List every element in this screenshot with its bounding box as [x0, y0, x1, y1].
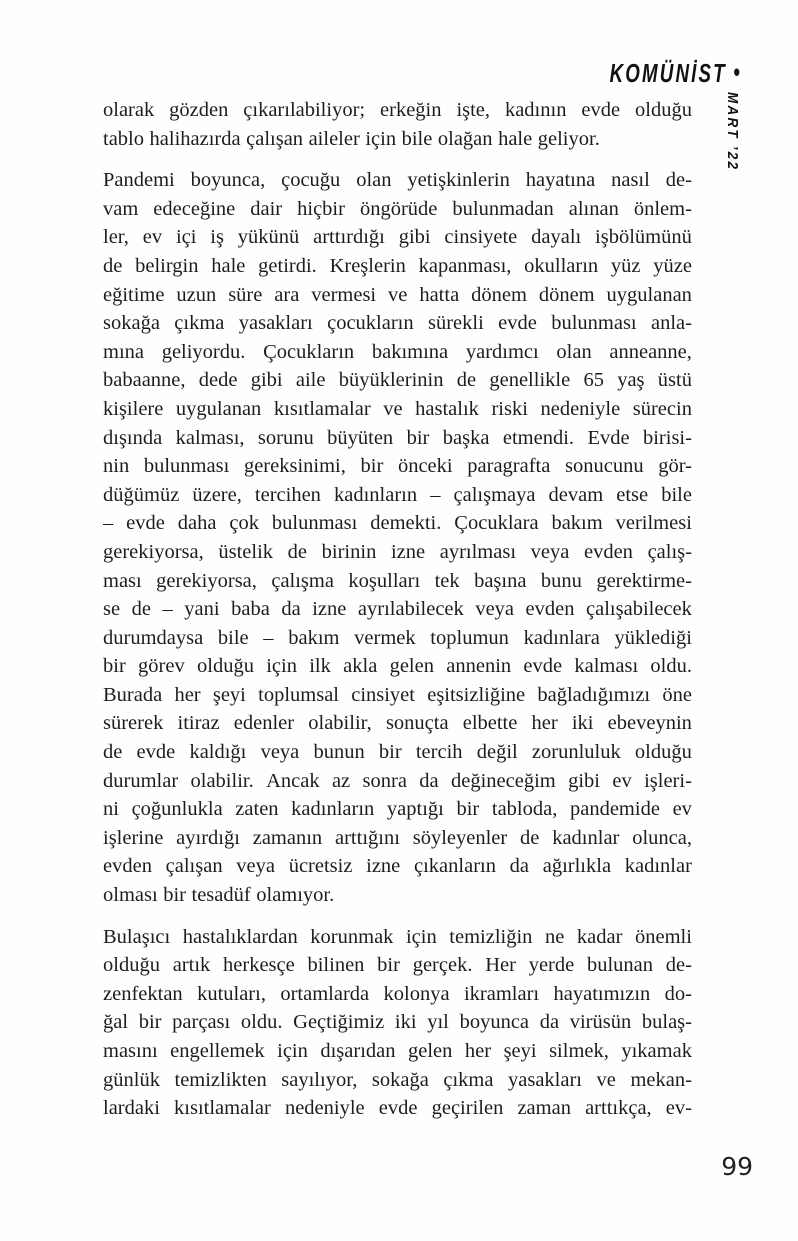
text-line: – evde daha çok bulunması demekti. Çocuklara bakım verilmesi: [103, 512, 692, 535]
text-line: Bulaşıcı hastalıklardan korunmak için temizliğin ne kadar önemli: [103, 925, 692, 948]
text-line: zenfektan kutuları, ortamlarda kolonya ikramları hayatımızın do-: [103, 982, 692, 1005]
paragraph: [103, 96, 692, 153]
text-line: ğal bir parçası oldu. Geçtiğimiz iki yıl boyunca da virüsün bulaş-: [103, 1011, 692, 1034]
text-line: Burada her şeyi toplumsal cinsiyet eşitsizliğine bağladığımızı öne: [103, 683, 692, 706]
text-line: olması bir tesadüf olamıyor.: [103, 884, 335, 907]
text-line: Pandemi boyunca, çocuğu olan yetişkinlerin hayatına nasıl de-: [103, 169, 692, 192]
text-line: kişilere uygulanan kısıtlamalar ve hastalık riski nedeniyle sürecin: [103, 397, 692, 420]
header-brand: [610, 58, 740, 89]
text-line: sürerek itiraz edenler olabilir, sonuçta elbette her iki ebeveynin: [103, 712, 692, 735]
text-line: evden çalışan veya ücretsiz izne çıkanların da ağırlıkla kadınlar: [103, 855, 692, 878]
paragraph: [103, 923, 692, 1123]
text-line: sokağa çıkma yasakları çocukların sürekli evde bulunması anla-: [103, 312, 692, 335]
text-line: ni çoğunlukla zaten kadınların yaptığı bir tabloda, pandemide ev: [103, 798, 692, 821]
text-line: düğümüz üzere, tercihen kadınların – çalışmaya devam etse bile: [103, 483, 692, 506]
text-line: eğitime uzun süre ara vermesi ve hatta dönem dönem uygulanan: [103, 283, 692, 306]
text-line: mına geliyordu. Çocukların bakımına yardımcı olan anneanne,: [103, 340, 692, 363]
text-line: bir görev olduğu için ilk akla gelen annenin evde kalması oldu.: [103, 655, 692, 678]
text-line: nin bulunması gereksinimi, bir önceki paragrafta sonucunu gör-: [103, 455, 692, 478]
text-line: se de – yani baba da izne ayrılabilecek veya evden çalışabilecek: [103, 598, 692, 621]
text-line: tablo halihazırda çalışan aileler için bile olağan hale geliyor.: [103, 127, 600, 150]
text-line: durumlar olabilir. Ancak az sonra da değineceğim gibi ev işleri-: [103, 769, 692, 792]
text-line: ler, ev içi iş yükünü arttırdığı gibi cinsiyete dayalı işbölümünü: [103, 226, 692, 249]
text-line: lardaki kısıtlamalar nedeniyle evde geçirilen zaman arttıkça, ev-: [103, 1097, 692, 1120]
paragraph: [103, 166, 692, 909]
text-line: günlük temizlikten sayılıyor, sokağa çıkma yasakları ve mekan-: [103, 1068, 692, 1091]
text-line: ması gerekiyorsa, çalışma koşulları tek başına bunu gerektirme-: [103, 569, 692, 592]
text-line: olarak gözden çıkarılabiliyor; erkeğin işte, kadının evde olduğu: [103, 99, 692, 121]
page-number: 99: [721, 1152, 753, 1181]
issue-date-vertical: MART ’22: [724, 92, 741, 172]
text-line: gerekiyorsa, üstelik de birinin izne ayrılması veya evden çalış-: [103, 540, 692, 563]
text-line: olduğu artık herkesçe bilinen bir gerçek. Her yerde bulunan de-: [103, 954, 692, 977]
text-line: durumdaysa bile – bakım vermek toplumun kadınlara yüklediği: [103, 626, 692, 649]
text-line: de evde kaldığı veya bunun bir tercih değil zorunluluk olduğu: [103, 741, 692, 764]
header-bullet-icon: •: [733, 57, 740, 87]
body-text-column: [103, 96, 692, 1123]
text-line: masını engellemek için dışarıdan gelen her şeyi silmek, yıkamak: [103, 1040, 692, 1062]
text-line: vam edeceğine dair hiçbir öngörüde bulunmadan alınan önlem-: [103, 197, 692, 220]
magazine-title: KOMÜNİST: [609, 58, 727, 88]
text-line: babaanne, dede gibi aile büyüklerinin de genellikle 65 yaş üstü: [103, 369, 692, 392]
text-line: işlerine ayırdığı zamanın arttığını söyleyenler de kadınlar olunca,: [103, 826, 692, 849]
text-line: dışında kalması, sorunu büyüten bir başka etmendi. Evde birisi-: [103, 426, 692, 449]
text-line: de belirgin hale getirdi. Kreşlerin kapanması, okulların yüz yüze: [103, 254, 692, 277]
